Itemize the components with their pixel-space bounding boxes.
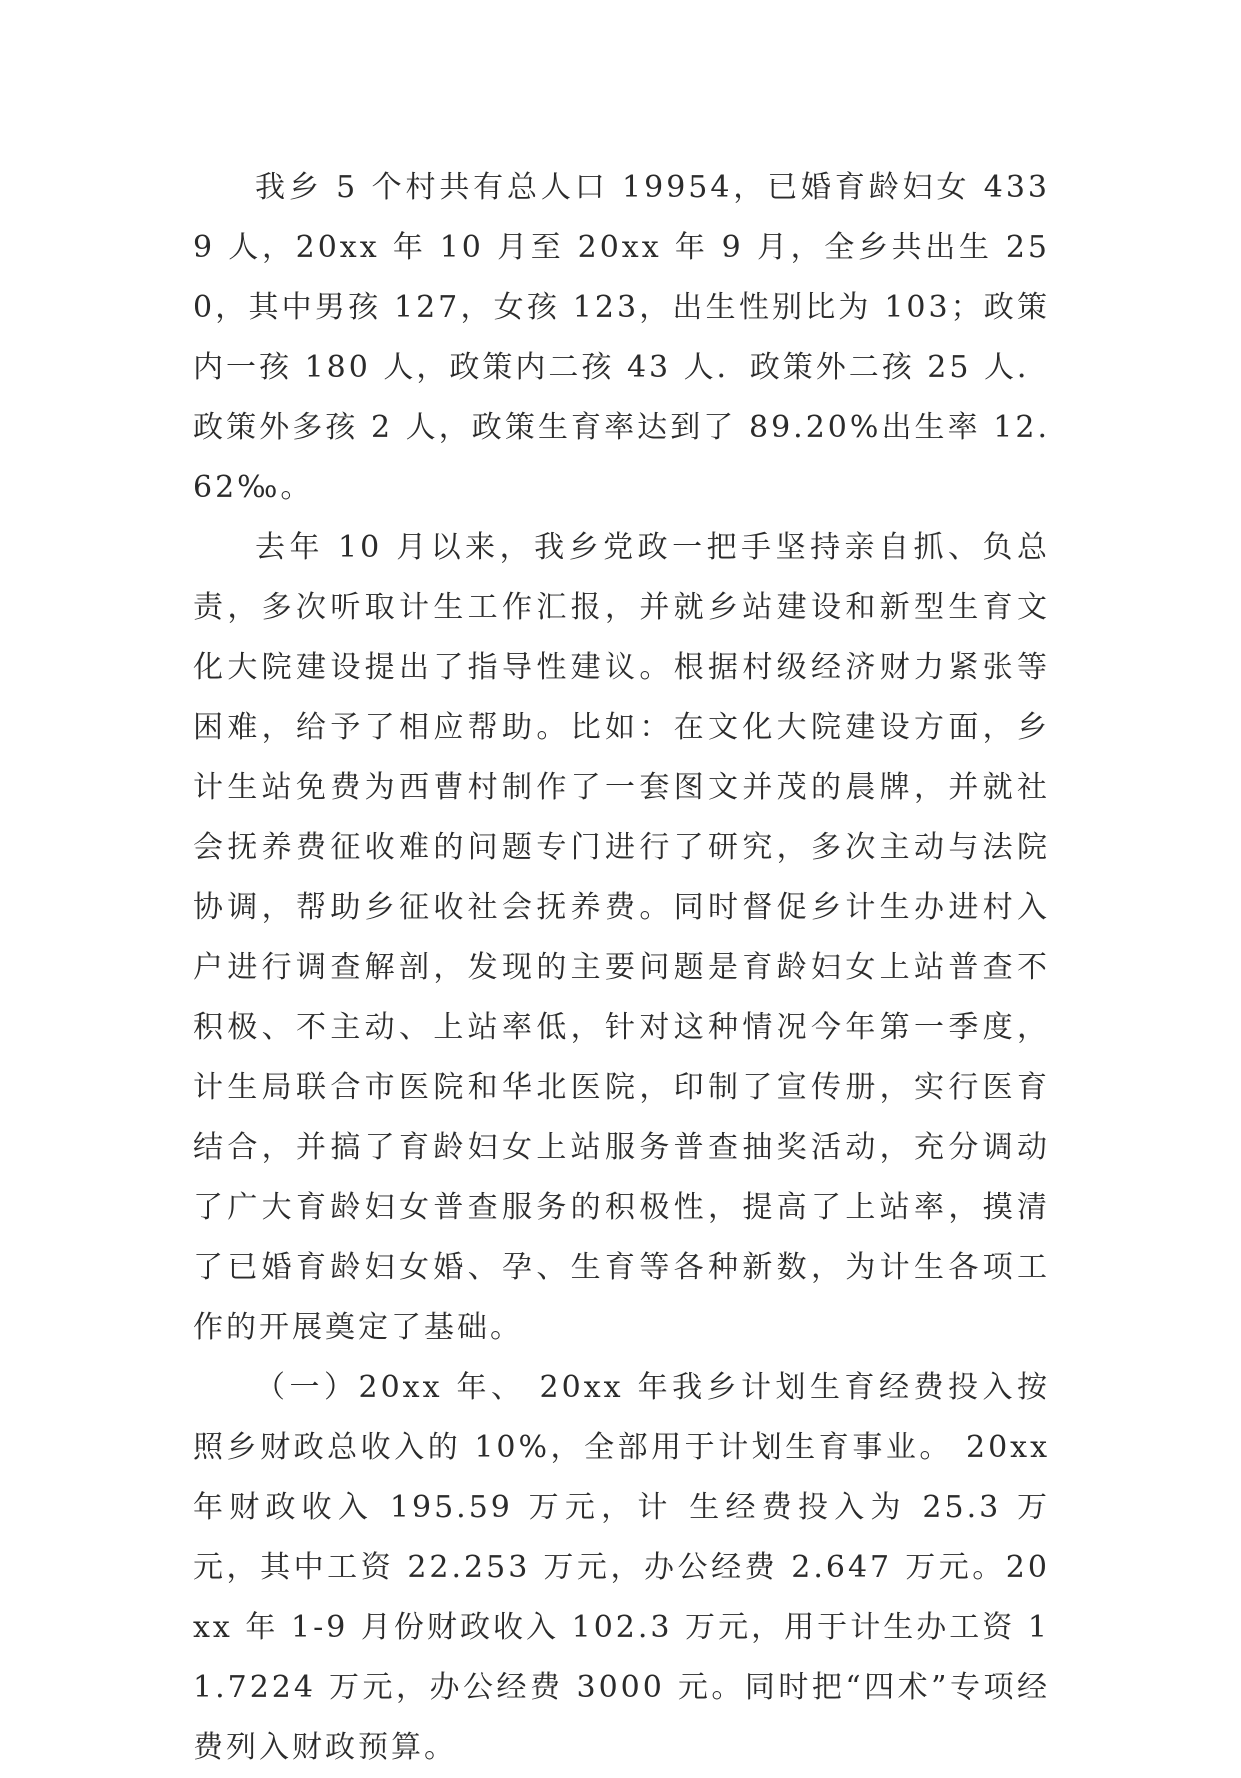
paragraph-population-statistics: 我乡 5 个村共有总人口 19954，已婚育龄妇女 4339 人，20xx 年 10 月至 20xx 年 9 月，全乡共出生 250，其中男孩 127，女孩 123，出生性别比为 103；政策内一孩 180 人，政策内二孩 43 人．政策外二孩 25 人．政策外多孩 2 人，政策生育率达到了 89.20%出生率 12.62‰。 [193, 170, 1050, 505]
document-body [193, 158, 1050, 1778]
paragraph-funding: （一）20xx 年、 20xx 年我乡计划生育经费投入按照乡财政总收入的 10%，全部用于计划生育事业。 20xx 年财政收入 195.59 万元，计 生经费投入为 25.3 万元，其中工资 22.253 万元，办公经费 2.647 万元。20xx 年 1-9 月份财政收入 102.3 万元，用于计生办工资 11.7224 万元，办公经费 3000 元。同时把“四术”专项经费列入财政预算。 [193, 1370, 1050, 1765]
paragraph-leadership-work: 去年 10 月以来，我乡党政一把手坚持亲自抓、负总责，多次听取计生工作汇报，并就乡站建设和新型生育文化大院建设提出了指导性建议。根据村级经济财力紧张等困难，给予了相应帮助。比如：在文化大院建设方面，乡计生站免费为西曹村制作了一套图文并茂的晨牌，并就社会抚养费征收难的问题专门进行了研究，多次主动与法院协调，帮助乡征收社会抚养费。同时督促乡计生办进村入户进行调查解剖，发现的主要问题是育龄妇女上站普查不积极、不主动、上站率低，针对这种情况今年第一季度，计生局联合市医院和华北医院，印制了宣传册，实行医育结合，并搞了育龄妇女上站服务普查抽奖活动，充分调动了广大育龄妇女普查服务的积极性，提高了上站率，摸清了已婚育龄妇女婚、孕、生育等各种新数，为计生各项工作的开展奠定了基础。 [193, 530, 1050, 1345]
